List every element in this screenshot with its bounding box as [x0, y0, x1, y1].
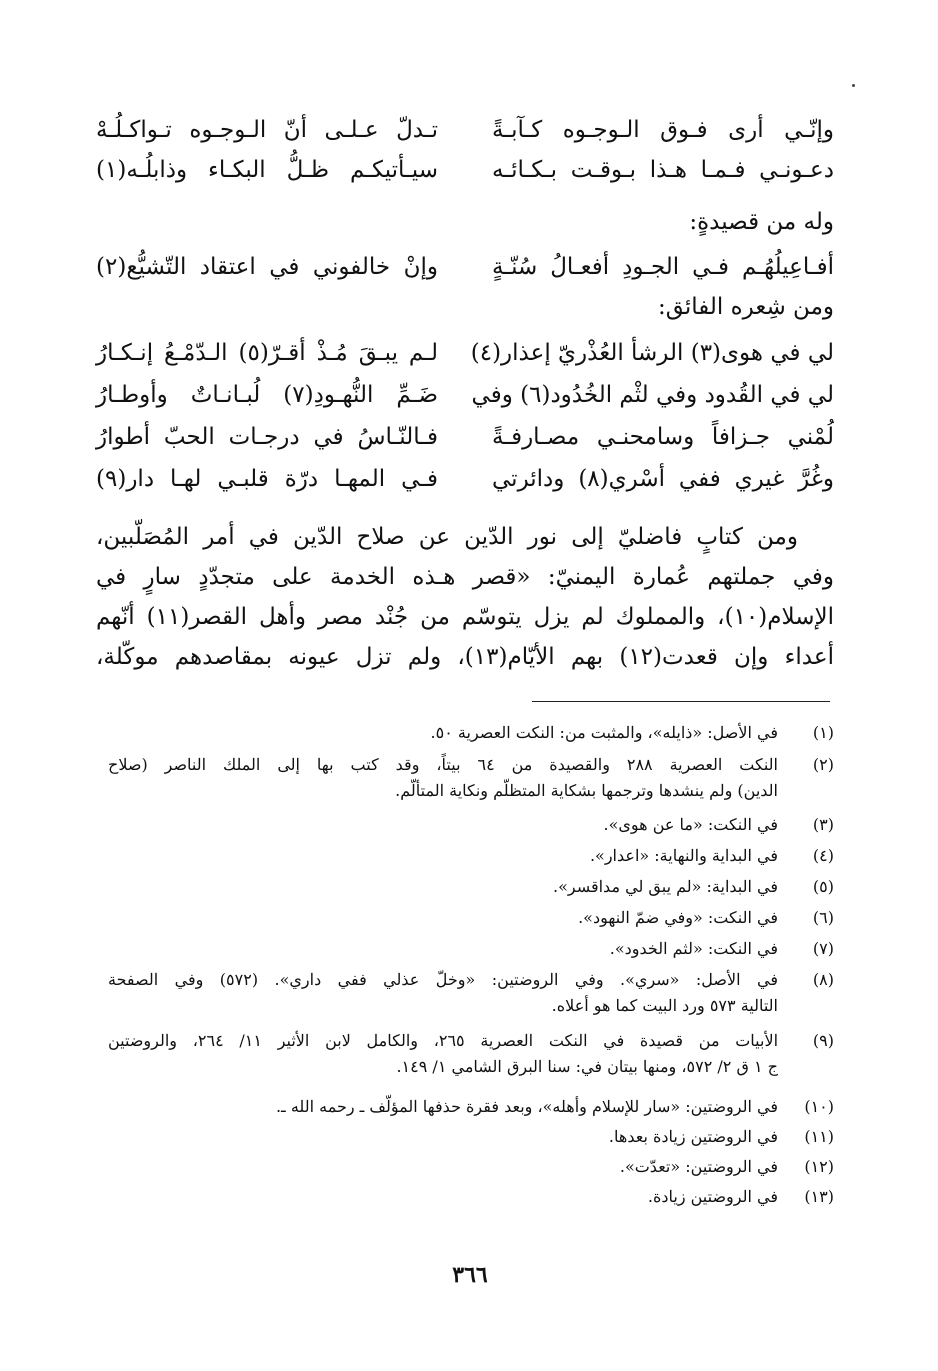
verse-second-hemistich: سيـأتيكـم ظـلُّ البكـاء وذابلُـه(١)	[96, 157, 438, 183]
footnote-number: (١٠)	[804, 1097, 834, 1116]
verse-second-hemistich: فـالنّـاسُ في درجـات الحبّ أطوارُ	[96, 424, 438, 450]
footnote-number: (٨)	[812, 970, 834, 989]
verse-first-hemistich: لي في القُدود وفي لثْم الخُدُود(٦) وفي	[471, 382, 834, 408]
verse-first-hemistich: لُمْني جـزافاً وسامحنـي مصـارفـةً	[492, 424, 834, 450]
footnote-number: (١٣)	[804, 1187, 834, 1206]
footnote	[108, 936, 834, 962]
footnote	[108, 1184, 834, 1210]
footnote	[108, 905, 834, 931]
verse-line	[96, 338, 834, 368]
footnote-text: في الروضتين زيادة.	[647, 1187, 778, 1206]
footnote-number: (٧)	[812, 939, 834, 958]
footnote	[108, 720, 834, 746]
verse-line	[96, 115, 834, 145]
paragraph-line: أعداء وإن قعدت(١٢) بهم الأيّام(١٣)، ولم تزل عيونه بمقاصدهم موكّلة،	[96, 644, 834, 670]
corner-dot	[852, 84, 855, 87]
footnote-text: الدين) ولم ينشدها وترجمها بشكاية المتظلّم ونكاية المتألّم.	[395, 781, 778, 800]
footnote-number: (٤)	[812, 846, 834, 865]
footnote-number: (٥)	[812, 877, 834, 896]
prose-paragraph	[96, 517, 834, 677]
verse-first-hemistich: أفـاعِيلُهُـم فـي الجـودِ أفعـالُ سُنّـةٍ	[492, 254, 834, 280]
verse-first-hemistich: دعـونـي فـمـا هـذا بـوقـت بـكـائـه	[492, 157, 834, 183]
footnote-separator	[532, 701, 830, 702]
footnote-text: في الروضتين: «سار للإسلام وأهله»، وبعد فقرة حذفها المؤلّف ـ رحمه الله ـ.	[275, 1097, 778, 1116]
footnote	[108, 874, 834, 900]
footnote-number: (١١)	[804, 1127, 834, 1146]
intro-heading: ومن شِعره الفائق:	[657, 294, 834, 320]
intro-heading: وله من قصيدةٍ:	[689, 209, 834, 235]
footnote-text: في البداية والنهاية: «اعدار».	[589, 846, 778, 865]
footnote-text: في الروضتين زيادة بعدها.	[608, 1127, 778, 1146]
verse-first-hemistich: لي في هوى(٣) الرشأ العُذْريّ إعذار(٤)	[470, 340, 834, 366]
verse-line	[96, 155, 834, 185]
paragraph-line: وفي جملتهم عُمارة اليمنيّ: «قصر هـذه الخدمة على متجدّدٍ سارٍ في	[96, 564, 834, 590]
footnote-number: (٣)	[812, 815, 834, 834]
verse-first-hemistich: وغُرَّ غيري ففي أسْري(٨) ودائرتي	[492, 466, 835, 492]
verse-first-hemistich: وإنّـي أرى فـوق الـوجـوه كـآبـةً	[492, 117, 834, 143]
footnote-text: في الروضتين: «تعدّت».	[619, 1157, 778, 1176]
footnote-number: (١)	[812, 723, 834, 742]
footnote	[108, 812, 834, 838]
verse-line	[96, 380, 834, 410]
footnote	[108, 1028, 834, 1080]
paragraph-line: ومن كتابٍ فاضليّ إلى نور الدّين عن صلاح الدّين في أمر المُصَلّبين،	[96, 524, 798, 550]
footnote-text: الأبيات من قصيدة في النكت العصرية ٢٦٥، والكامل لابن الأثير ١١/ ٢٦٤، والروضتين	[108, 1031, 779, 1050]
footnote-text: في الأصل: «ذايله»، والمثبت من: النكت العصرية ٥٠.	[430, 723, 778, 742]
footnote-number: (٦)	[812, 908, 834, 927]
verse-line	[96, 464, 834, 494]
footnote-number: (٩)	[812, 1031, 834, 1050]
footnote	[108, 1124, 834, 1150]
verse-second-hemistich: فـي المهـا درّة قلبـي لهـا دار(٩)	[96, 466, 438, 492]
footnote	[108, 1094, 834, 1120]
footnote-number: (١٢)	[804, 1157, 834, 1176]
footnote-text: في البداية: «لم يبق لي مداقسر».	[552, 877, 778, 896]
verse-second-hemistich: ضَـمِّ النُّهـودِ(٧) لُبـانـاتٌ وأوطـارُ	[96, 382, 438, 408]
footnote-text: في النكت: «ما عن هوى».	[603, 815, 778, 834]
paragraph-line: الإسلام(١٠)، والمملوك لم يزل يتوسّم من جُنْد مصر وأهل القصر(١١) أنّهم	[96, 604, 835, 630]
verse-second-hemistich: تـدلّ عـلـى أنّ الـوجـوه تـواكـلُـهْ	[96, 117, 438, 143]
verse-line	[96, 252, 834, 282]
footnote-text: في النكت: «وفي ضمّ النهود».	[578, 908, 778, 927]
verse-second-hemistich: لـم يبـقَ مُـذْ أقـرّ(٥) الـدّمْـعُ إنـكـارُ	[96, 340, 438, 366]
footnote-text: في النكت: «لثم الخدود».	[609, 939, 778, 958]
footnote	[108, 967, 834, 1019]
verse-line	[96, 422, 834, 452]
page-number: ٣٦٦	[452, 1262, 488, 1288]
footnote	[108, 1154, 834, 1180]
footnote-text: النكت العصرية ٢٨٨ والقصيدة من ٦٤ بيتاً، وقد كتب بها إلى الملك الناصر (صلاح	[108, 755, 778, 774]
footnote-text: ج ١ ق ٢/ ٥٧٢، ومنها بيتان في: سنا البرق الشامي ١/ ١٤٩.	[396, 1057, 778, 1076]
footnote-number: (٢)	[812, 755, 834, 774]
footnote	[108, 752, 834, 804]
footnote-text: في الأصل: «سري». وفي الروضتين: «وخلّ عذلي ففي داري». (٥٧٢) وفي الصفحة	[108, 970, 778, 989]
verse-second-hemistich: وإنْ خالفوني في اعتقاد التّشيُّع(٢)	[96, 254, 438, 280]
footnote	[108, 843, 834, 869]
footnote-text: التالية ٥٧٣ ورد البيت كما هو أعلاه.	[551, 996, 778, 1015]
